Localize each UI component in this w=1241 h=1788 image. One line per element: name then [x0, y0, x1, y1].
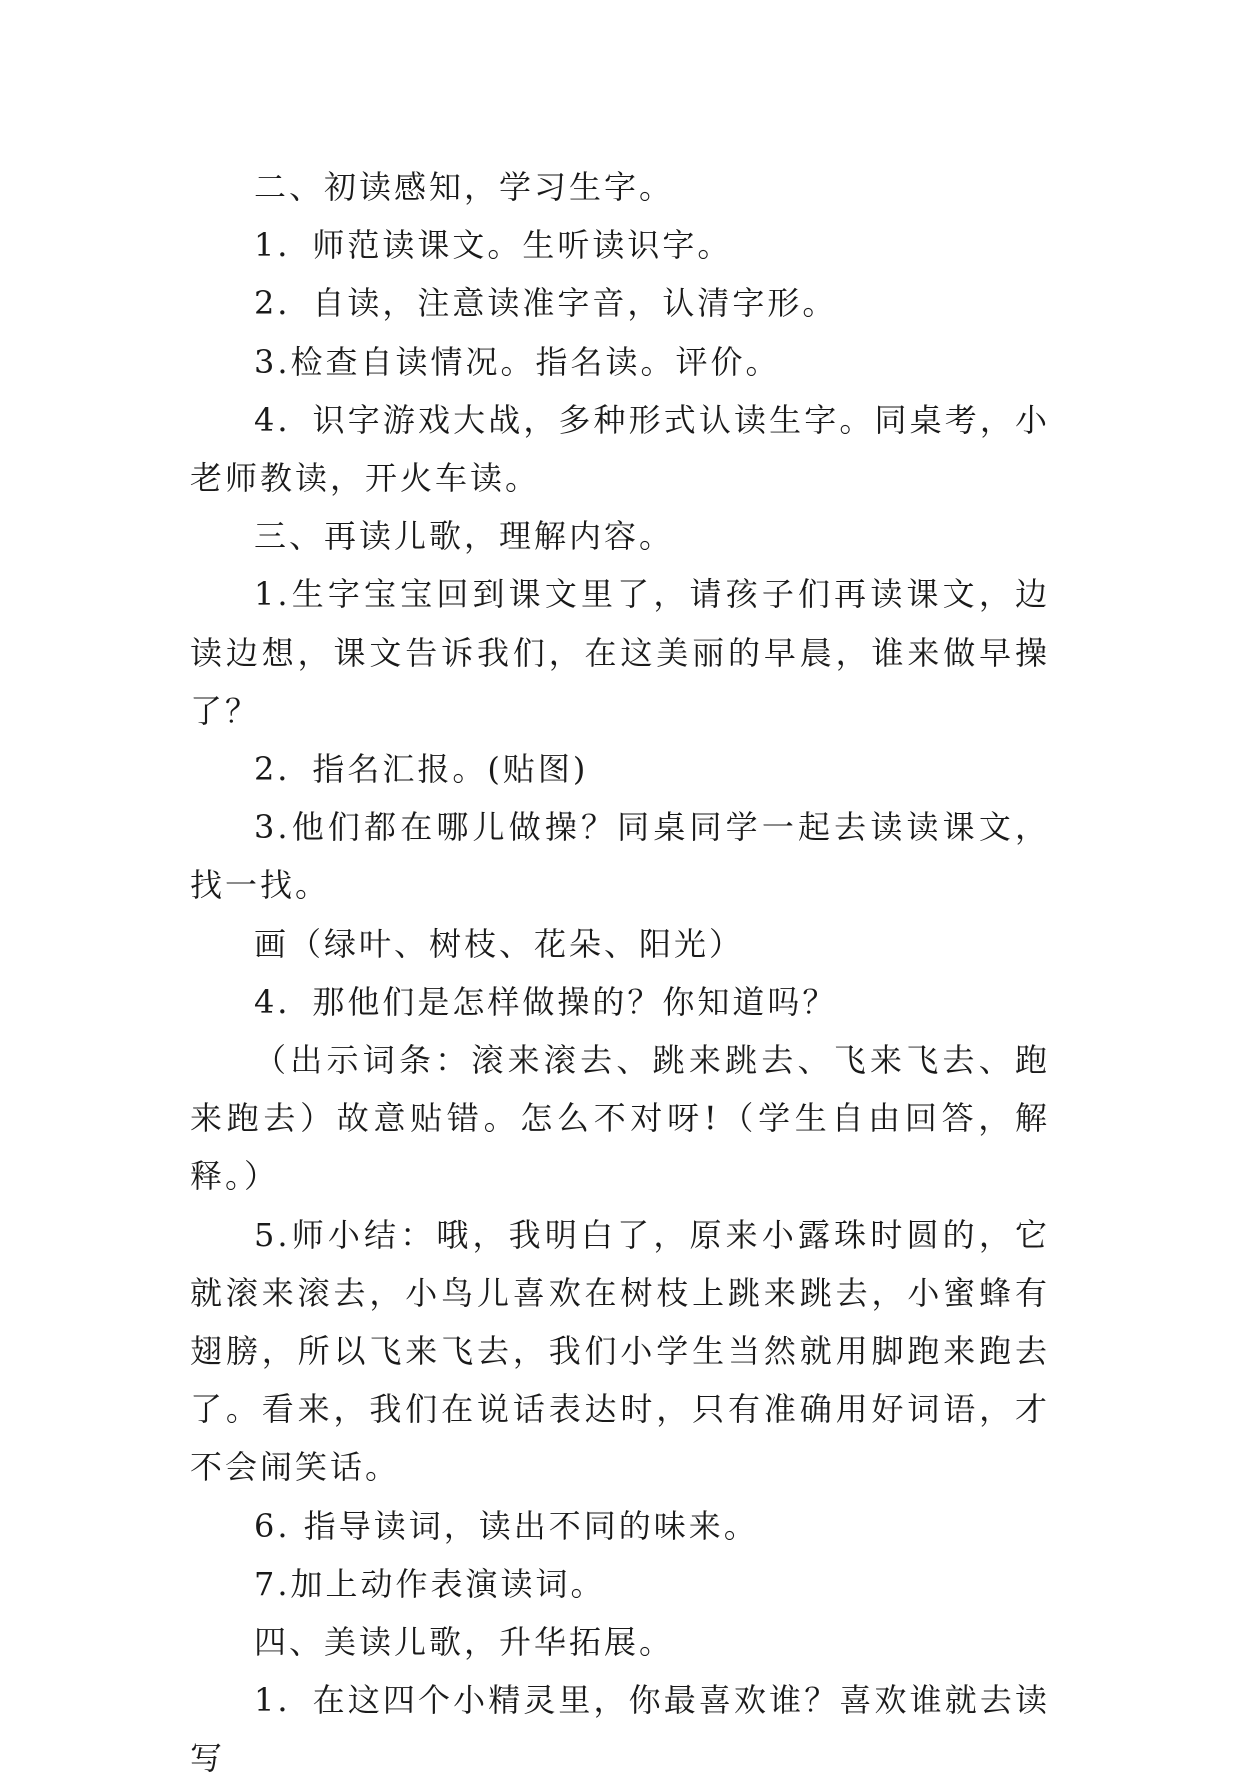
document-body	[190, 158, 1050, 1788]
paragraph: 画（绿叶、树枝、花朵、阳光）	[254, 924, 745, 963]
paragraph: 1.生字宝宝回到课文里了，请孩子们再读课文，边读边想，课文告诉我们，在这美丽的早晨，谁来做早操了？	[190, 575, 1050, 730]
section-heading-2: 二、初读感知，学习生字。	[254, 168, 675, 206]
paragraph: 2．自读，注意读准字音，认清字形。	[254, 284, 838, 323]
paragraph: 7.加上动作表演读词。	[254, 1564, 606, 1603]
paragraph: 5.师小结：哦，我明白了，原来小露珠时圆的，它就滚来滚去，小鸟儿喜欢在树枝上跳来跳去，小蜜蜂有翅膀，所以飞来飞去，我们小学生当然就用脚跑来跑去了。看来，我们在说话表达时，只有准确用好词语，才不会闹笑话。	[190, 1215, 1050, 1487]
section-heading-4: 四、美读儿歌，升华拓展。	[254, 1623, 675, 1662]
paragraph: 3.他们都在哪儿做操？同桌同学一起去读读课文，找一找。	[190, 808, 1050, 905]
paragraph: 4．识字游戏大战，多种形式认读生字。同桌考，小老师教读，开火车读。	[190, 400, 1050, 498]
paragraph: 6. 指导读词，读出不同的味来。	[254, 1506, 759, 1545]
paragraph: （出示词条：滚来滚去、跳来跳去、飞来飞去、跑来跑去）故意贴错。怎么不对呀!（学生自由回答，解释。）	[190, 1041, 1050, 1196]
paragraph: 4．那他们是怎样做操的？你知道吗？	[254, 982, 838, 1021]
paragraph: 2．指名汇报。(贴图)	[254, 750, 589, 789]
section-heading-3: 三、再读儿歌，理解内容。	[254, 517, 675, 556]
paragraph: 3.检查自读情况。指名读。评价。	[254, 342, 781, 381]
paragraph: 1．师范读课文。生听读识字。	[254, 226, 733, 265]
paragraph: 1．在这四个小精灵里，你最喜欢谁？喜欢谁就去读写	[190, 1681, 1050, 1778]
